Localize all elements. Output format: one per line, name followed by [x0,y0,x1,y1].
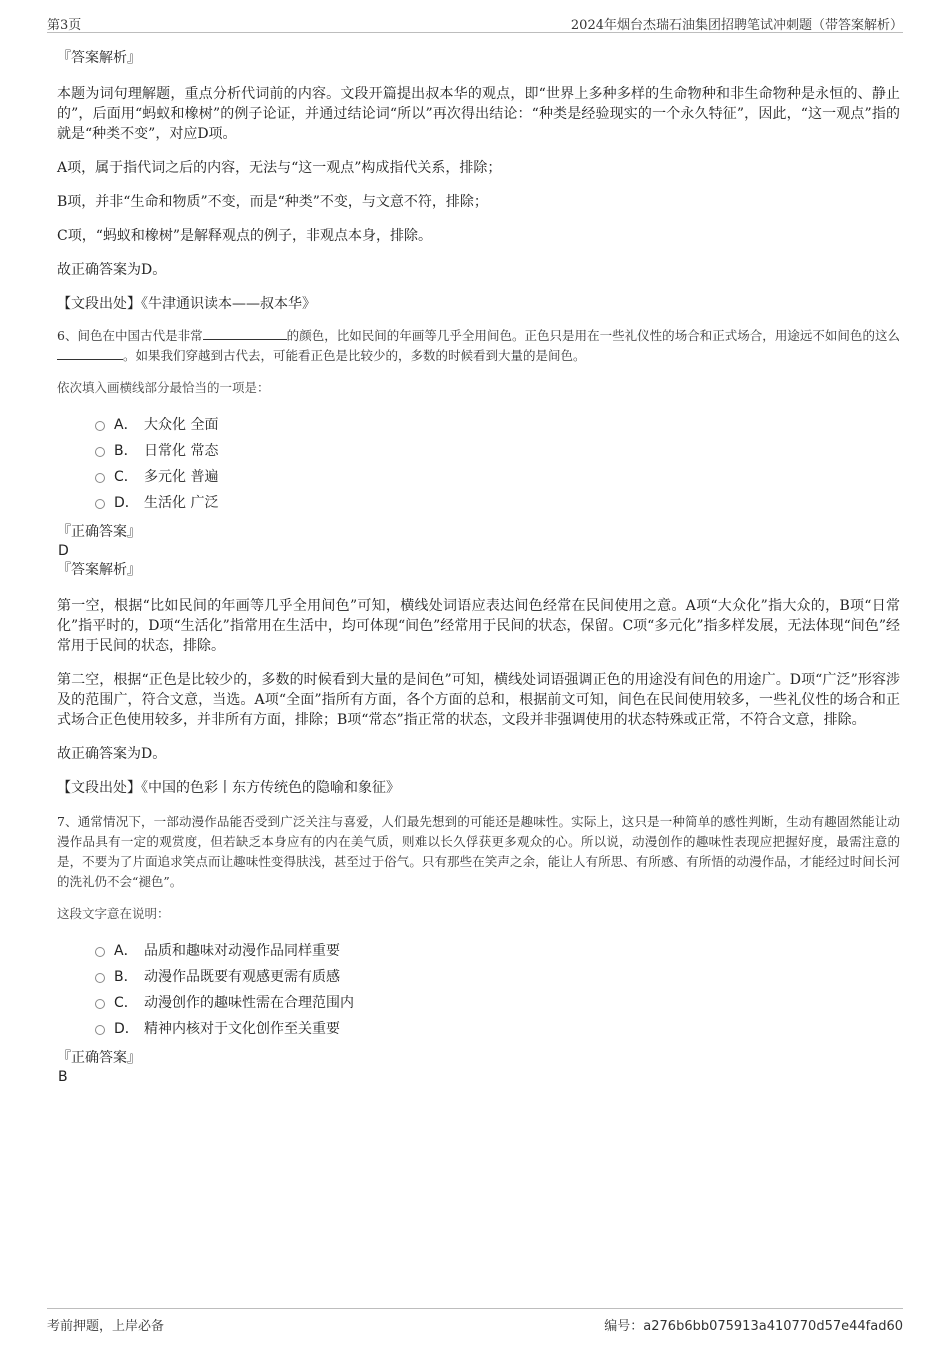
q6-option-b[interactable] [95,438,900,464]
q5-analysis-p1: 本题为词句理解题，重点分析代词前的内容。文段开篇提出叔本华的观点，即“世界上多种多样的生命物种和非生命物种是永恒的、静止的”，后面用“蚂蚁和橡树”的例子论证，并通过结论词“所以”再次得出结论：“种类是经验现实的一个永久特征”，因此，“这一观点”指的就是“种类不变”，对应D项。 [57,86,900,142]
radio-icon[interactable] [95,947,105,957]
radio-icon[interactable] [95,973,105,983]
q6-prompt: 依次填入画横线部分最恰当的一项是： [57,380,270,395]
q6-answer-tag: 『正确答案』 [57,524,141,540]
option-text: 品质和趣味对动漫作品同样重要 [144,943,340,959]
q5-source: 【文段出处】《牛津通识读本——叔本华》 [57,296,316,312]
q6-option-d[interactable] [95,490,900,516]
q6-stem-part1: 6、间色在中国古代是非常 [57,328,203,343]
q6-answer: D [58,543,69,559]
option-text: 大众化 全面 [144,417,219,433]
q7-option-b[interactable] [95,964,900,990]
footer-slogan: 考前押题，上岸必备 [47,1319,165,1334]
option-text: 生活化 广泛 [144,495,219,511]
q6-blank-1 [203,326,287,340]
page-footer [47,1308,903,1339]
radio-icon[interactable] [95,447,105,457]
q6-stem-part3: 。如果我们穿越到古代去，可能看正色是比较少的，多数的时候看到大量的是间色。 [123,348,586,363]
radio-icon[interactable] [95,999,105,1009]
q6-stem [57,326,900,366]
option-text: 动漫作品既要有观感更需有质感 [144,969,340,985]
q7-answer-tag: 『正确答案』 [57,1050,141,1066]
page-number: 第3页 [47,18,82,33]
q6-analysis-tag: 『答案解析』 [57,562,141,578]
q6-stem-part2: 的颜色，比如民间的年画等几乎全用间色。正色只是用在一些礼仪性的场合和正式场合，用途远不如间色的这么 [286,328,900,343]
option-text: 精神内核对于文化创作至关重要 [144,1021,340,1037]
option-letter: B． [114,969,138,985]
q7-answer: B [58,1069,68,1085]
option-text: 日常化 常态 [144,443,219,459]
q6-analysis-p2: 第二空，根据“正色是比较少的，多数的时候看到大量的是间色”可知，横线处词语强调正色的用途没有间色的用途广。D项“广泛”形容涉及的范围广，符合文意，当选。A项“全面”指所有方面，各个方面的总和，根据前文可知，间色在民间使用较多，一些礼仪性的场合和正式场合正色使用较多，并非所有方面，排除；B项“常态”指正常的状态，文段并非强调使用的状态特殊或正常，不符合文意，排除。 [57,672,900,728]
q5-conclusion: 故正确答案为D。 [57,262,167,278]
q6-source: 【文段出处】《中国的色彩丨东方传统色的隐喻和象征》 [57,780,400,796]
q6-option-a[interactable] [95,412,900,438]
q5-analysis-tag: 『答案解析』 [57,50,141,66]
q7-options [95,938,900,1042]
page-header [47,10,903,33]
q7-option-c[interactable] [95,990,900,1016]
q6-option-c[interactable] [95,464,900,490]
q5-analysis-p2: A项，属于指代词之后的内容，无法与“这一观点”构成指代关系，排除； [57,160,502,176]
q7-prompt: 这段文字意在说明： [57,906,170,921]
document-code: 编号：a276b6bb075913a410770d57e44fad60 [604,1319,903,1334]
option-letter: A． [114,417,138,433]
q6-blank-2 [57,346,123,360]
option-letter: D． [114,495,139,511]
option-letter: A． [114,943,138,959]
option-letter: D． [114,1021,139,1037]
radio-icon[interactable] [95,1025,105,1035]
q7-option-a[interactable] [95,938,900,964]
option-text: 多元化 普遍 [144,469,219,485]
option-letter: B． [114,443,138,459]
q7-option-d[interactable] [95,1016,900,1042]
document-body [57,44,900,1086]
radio-icon[interactable] [95,421,105,431]
radio-icon[interactable] [95,473,105,483]
radio-icon[interactable] [95,499,105,509]
q6-conclusion: 故正确答案为D。 [57,746,167,762]
q5-analysis-p4: C项，“蚂蚁和橡树”是解释观点的例子，非观点本身，排除。 [57,228,433,244]
option-text: 动漫创作的趣味性需在合理范围内 [144,995,354,1011]
q6-options [95,412,900,516]
q6-analysis-p1: 第一空，根据“比如民间的年画等几乎全用间色”可知，横线处词语应表达间色经常在民间使用之意。A项“大众化”指大众的，B项“日常化”指平时的，D项“生活化”指常用在生活中，均可体现“间色”经常用于民间的状态，保留。C项“多元化”指多样发展，无法体现“间色”经常用于民间的状态，排除。 [57,598,900,654]
option-letter: C． [114,469,138,485]
option-letter: C． [114,995,138,1011]
q7-stem: 7、通常情况下，一部动漫作品能否受到广泛关注与喜爱，人们最先想到的可能还是趣味性。实际上，这只是一种简单的感性判断，生动有趣固然能让动漫作品具有一定的观赏度，但若缺乏本身应有的内在美气质，则难以长久俘获更多观众的心。所以说，动漫创作的趣味性表现应把握好度，最需注意的是，不要为了片面追求笑点而让趣味性变得肤浅，甚至过于俗气。只有那些在笑声之余，能让人有所思、有所感、有所悟的动漫作品，才能经过时间长河的洗礼仍不会“褪色”。 [57,814,900,889]
document-title: 2024年烟台杰瑞石油集团招聘笔试冲刺题（带答案解析） [570,18,903,33]
q5-analysis-p3: B项，并非“生命和物质”不变，而是“种类”不变，与文意不符，排除； [57,194,488,210]
